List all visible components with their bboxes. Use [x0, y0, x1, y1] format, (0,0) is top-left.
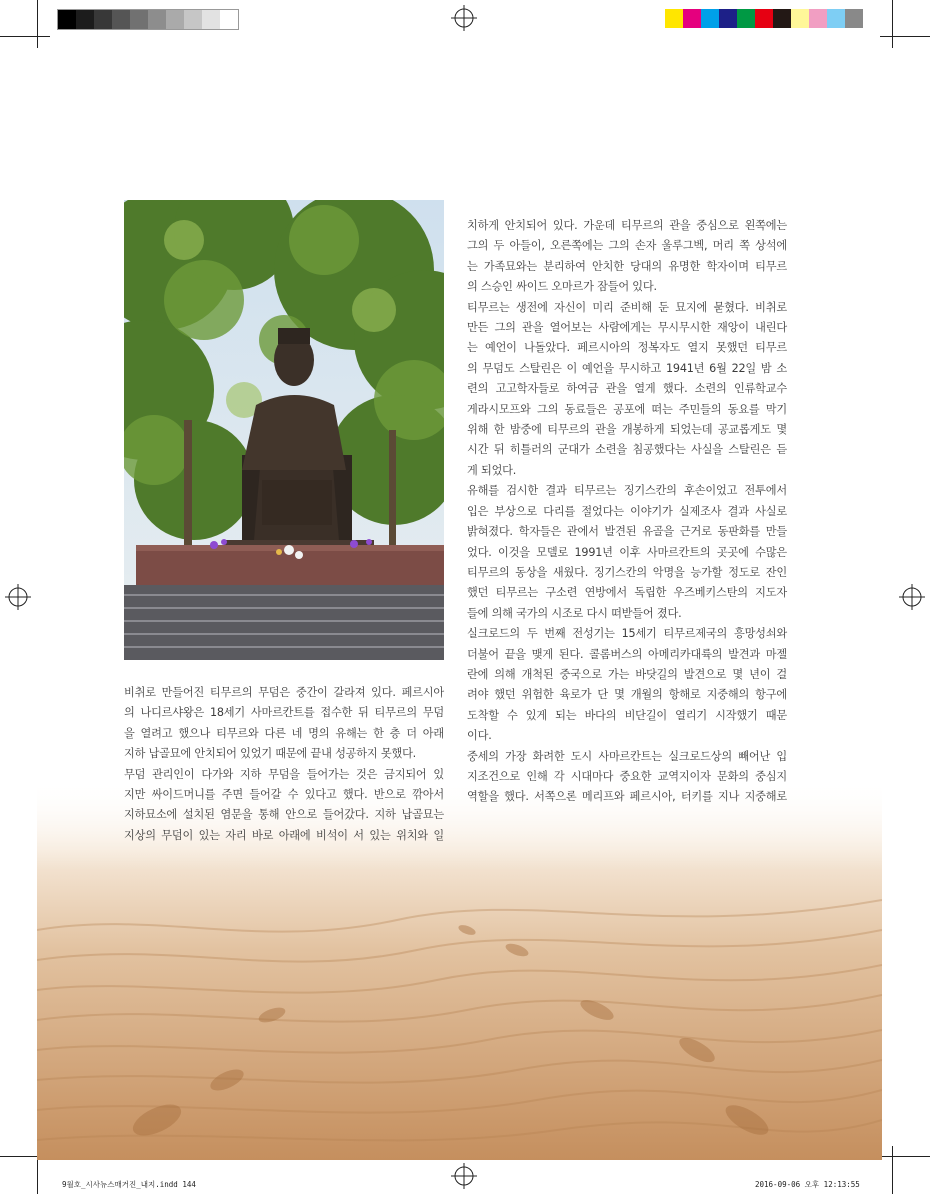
text-line: 더불어 끝을 맺게 된다. 콜롬버스의 아메리카대륙의 발견과 마젤: [467, 647, 787, 661]
calibration-swatch: [220, 10, 238, 29]
text-line: 치하게 안치되어 있다. 가운데 티무르의 관을 중심으로 왼쪽에는: [467, 219, 787, 232]
text-line: 란에 의해 개척된 중국으로 가는 바닷길의 발견으로 몇 년이 걸: [467, 667, 787, 681]
calibration-swatch: [94, 10, 112, 29]
text-line: 려야 했던 위험한 육로가 단 몇 개월의 항해로 지중해의 항구에: [467, 688, 787, 702]
slug-timestamp: 2016-09-06 오후 12:13:55: [755, 1180, 860, 1189]
text-line: 지상의 무덤이 있는 자리 바로 아래에 비석이 서 있는 위치와 일: [124, 828, 444, 842]
calibration-swatch: [791, 9, 809, 28]
text-line: 시간 뒤 히틀러의 군대가 소련을 침공했다는 사실을 스탈린은 듣: [467, 443, 787, 457]
text-line: 었다. 이것을 모델로 1991년 이후 사마르칸트의 곳곳에 수많은: [467, 545, 787, 559]
text-line: 유해를 검시한 결과 티무르는 징기스칸의 후손이었고 전투에서: [467, 484, 787, 498]
text-line: 지하묘소에 설치된 염문을 통해 안으로 들어갔다. 지하 납골묘는: [124, 808, 444, 822]
right-text-column: [467, 216, 787, 808]
text-line: 지하 납골묘에 안치되어 있었기 때문에 끝내 성공하지 못했다.: [124, 747, 417, 761]
text-line: 의 스승인 싸이드 오마르가 잠들어 있다.: [467, 280, 657, 294]
text-line: 만든 그의 관을 열어보는 사람에게는 무시무시한 재앙이 내린다: [467, 321, 787, 335]
registration-mark-icon: [5, 584, 31, 610]
grayscale-calibration-bar: [57, 9, 239, 30]
calibration-swatch: [683, 9, 701, 28]
text-line: 의 나디르샤왕은 18세기 사마르칸트를 접수한 뒤 티무르의 무덤: [124, 706, 444, 720]
calibration-swatch: [827, 9, 845, 28]
text-line: 련의 고고학자들로 하여금 관을 열게 했다. 소련의 인류학교수: [467, 382, 787, 396]
text-line: 무덤 관리인이 다가와 지하 무덤을 들어가는 것은 금지되어 있: [124, 767, 444, 781]
crop-mark: [880, 1156, 930, 1157]
text-line: 중세의 가장 화려한 도시 사마르칸트는 실크로드상의 빼어난 입: [467, 749, 787, 763]
text-line: 실크로드의 두 번째 전성기는 15세기 티무르제국의 흥망성쇠와: [467, 627, 787, 641]
calibration-swatch: [202, 10, 220, 29]
crop-mark: [892, 0, 893, 48]
text-line: 지조건으로 인해 각 시대마다 중요한 교역지이자 문화의 중심지: [467, 769, 787, 783]
slug-filename: 9월호_시사뉴스매거진_내지.indd 144: [62, 1180, 196, 1189]
text-line: 는 예언이 나돌았다. 페르시아의 정복자도 열지 못했던 티무르: [467, 341, 787, 355]
calibration-swatch: [737, 9, 755, 28]
calibration-swatch: [665, 9, 683, 28]
calibration-swatch: [755, 9, 773, 28]
calibration-swatch: [148, 10, 166, 29]
crop-mark: [37, 0, 38, 48]
text-line: 지만 싸이드머니를 주면 들어갈 수 있다고 했다. 반으로 깎아서: [124, 788, 444, 802]
calibration-swatch: [112, 10, 130, 29]
calibration-swatch: [166, 10, 184, 29]
text-line: 도착할 수 있게 되는 바다의 비단길이 열리기 시작했기 때문: [467, 708, 787, 722]
registration-mark-icon: [899, 584, 925, 610]
text-line: 했던 티무르는 구소련 연방에서 독립한 우즈베키스탄의 지도자: [467, 586, 787, 600]
text-line: 그의 두 아들이, 오른쪽에는 그의 손자 울루그벡, 머리 쪽 상석에: [467, 239, 787, 253]
calibration-swatch: [184, 10, 202, 29]
registration-mark-icon: [451, 5, 477, 31]
text-line: 티무르는 생전에 자신이 미리 준비해 둔 묘지에 묻혔다. 비취로: [467, 300, 787, 314]
crop-mark: [880, 36, 930, 37]
text-line: 위해 한 밤중에 티무르의 관을 개봉하게 되었는데 공교롭게도 몇: [467, 423, 787, 437]
text-line: 밝혀졌다. 학자들은 관에서 발견된 유골을 근거로 동판화를 만들: [467, 525, 787, 539]
text-line: 이다.: [467, 729, 492, 743]
calibration-swatch: [76, 10, 94, 29]
text-line: 의 무덤도 스탈린은 이 예언을 무시하고 1941년 6월 22일 밤 소: [467, 361, 787, 375]
calibration-swatch: [701, 9, 719, 28]
text-line: 입은 부상으로 다리를 절었다는 이야기가 실제조사 결과 사실로: [467, 504, 787, 518]
text-line: 는 가족묘와는 분리하여 안치한 당대의 유명한 학자이며 티무르: [467, 259, 787, 273]
text-line: 티무르의 동상을 새웠다. 징기스칸의 악명을 능가할 정도로 잔인: [467, 565, 787, 579]
calibration-swatch: [773, 9, 791, 28]
crop-mark: [0, 36, 50, 37]
text-line: 비취로 만들어진 티무르의 무덤은 중간이 갈라져 있다. 페르시아: [124, 686, 444, 699]
calibration-swatch: [845, 9, 863, 28]
calibration-swatch: [809, 9, 827, 28]
calibration-swatch: [719, 9, 737, 28]
calibration-swatch: [130, 10, 148, 29]
text-line: 게 되었다.: [467, 463, 517, 477]
calibration-swatch: [58, 10, 76, 29]
text-line: 들에 의해 국가의 시조로 다시 떠받들어 졌다.: [467, 606, 682, 620]
text-line: 역할을 했다. 서쪽으론 메리프와 페르시아, 터키를 지나 지중해로: [467, 790, 787, 804]
text-line: 을 열려고 했으나 티무르와 다른 네 명의 유해는 한 층 더 아래: [124, 726, 444, 740]
timur-statue-photo: [124, 200, 444, 660]
crop-mark: [892, 1146, 893, 1194]
color-calibration-bar: [665, 9, 863, 28]
left-text-column: [124, 683, 444, 846]
text-line: 게라시모프와 그의 동료들은 공포에 떠는 주민들의 동요를 막기: [467, 402, 787, 416]
registration-mark-icon: [451, 1163, 477, 1189]
